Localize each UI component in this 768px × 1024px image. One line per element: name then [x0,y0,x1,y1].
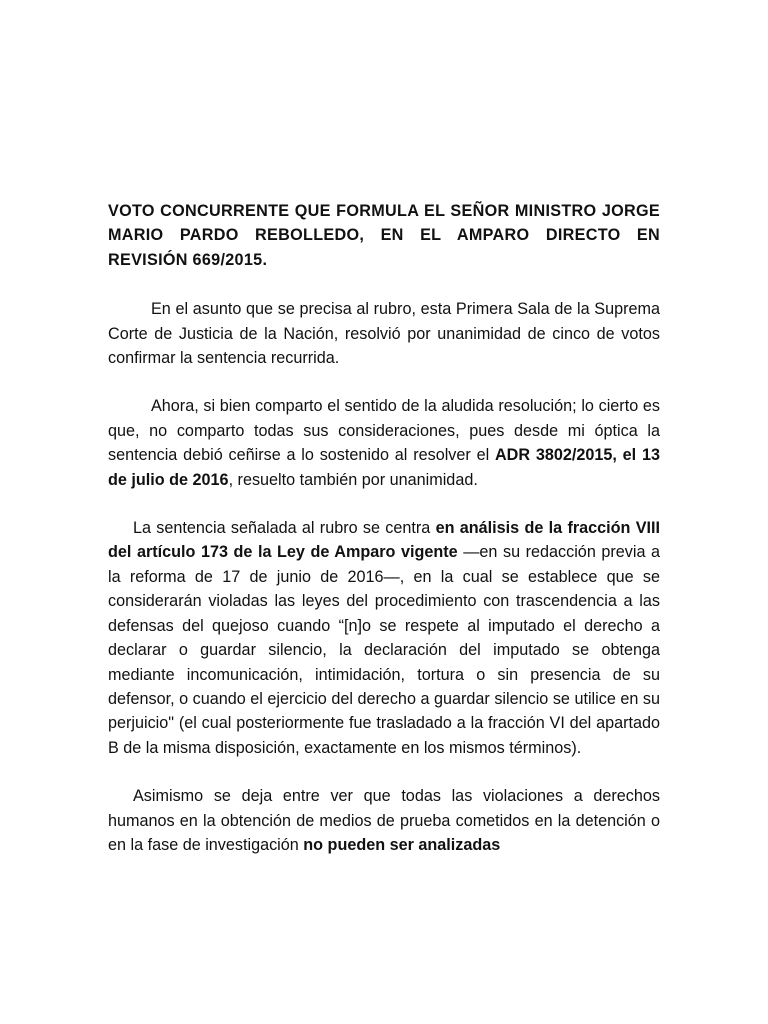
document-page [108,199,660,881]
paragraph-3-text: La sentencia señalada al rubro se centra [133,519,436,538]
paragraph-3 [108,516,660,760]
paragraph-2-text: Ahora, si bien comparto el sentido de la aludida resolución; lo cierto es que, no comparto todas sus consideraciones, pues desde mi óptica la sentencia debió ceñirse a lo sostenido al resolver el [108,397,660,465]
paragraph-2-bold: ADR 3802/2015, el 13 de julio de 2016 [108,446,660,489]
paragraph-1: En el asunto que se precisa al rubro, esta Primera Sala de la Suprema Corte de Justicia de la Nación, resolvió por unanimidad de cinco de votos confirmar la sentencia recurrida. [108,300,660,368]
paragraph-4 [108,784,660,857]
paragraph-3-bold: en análisis de la fracción VIII del artículo 173 de la Ley de Amparo vigente [108,519,661,562]
document-title: VOTO CONCURRENTE QUE FORMULA EL SEÑOR MINISTRO JORGE MARIO PARDO REBOLLEDO, EN EL AMPARO DIRECTO EN REVISIÓN 669/2015. [108,202,660,269]
paragraph-4-bold: no pueden ser analizadas [303,835,501,854]
paragraph-2 [108,394,660,492]
paragraph-2-tail: , resuelto también por unanimidad. [228,470,478,489]
paragraph-4-text: Asimismo se deja entre ver que todas las violaciones a derechos humanos en la obtención de medios de prueba cometidos en la detención o en la fase de investigación [108,787,660,854]
paragraph-3-tail: —en su redacción previa a la reforma de 17 de junio de 2016—, en la cual se establece que se considerarán violadas las leyes del procedimiento con trascendencia a las defensas del quejoso cuando “[n]o se respete al imputado el derecho a declarar o guardar silencio, la declaración del imputado se obtenga mediante incomunicación, intimidación, tortura o sin presencia de su defensor, o cuando el ejercicio del derecho a guardar silencio se utilice en su perjuicio" (el cual posteriormente fue trasladado a la fracción VI del apartado B de la misma disposición, exactamente en los mismos términos). [108,543,661,757]
